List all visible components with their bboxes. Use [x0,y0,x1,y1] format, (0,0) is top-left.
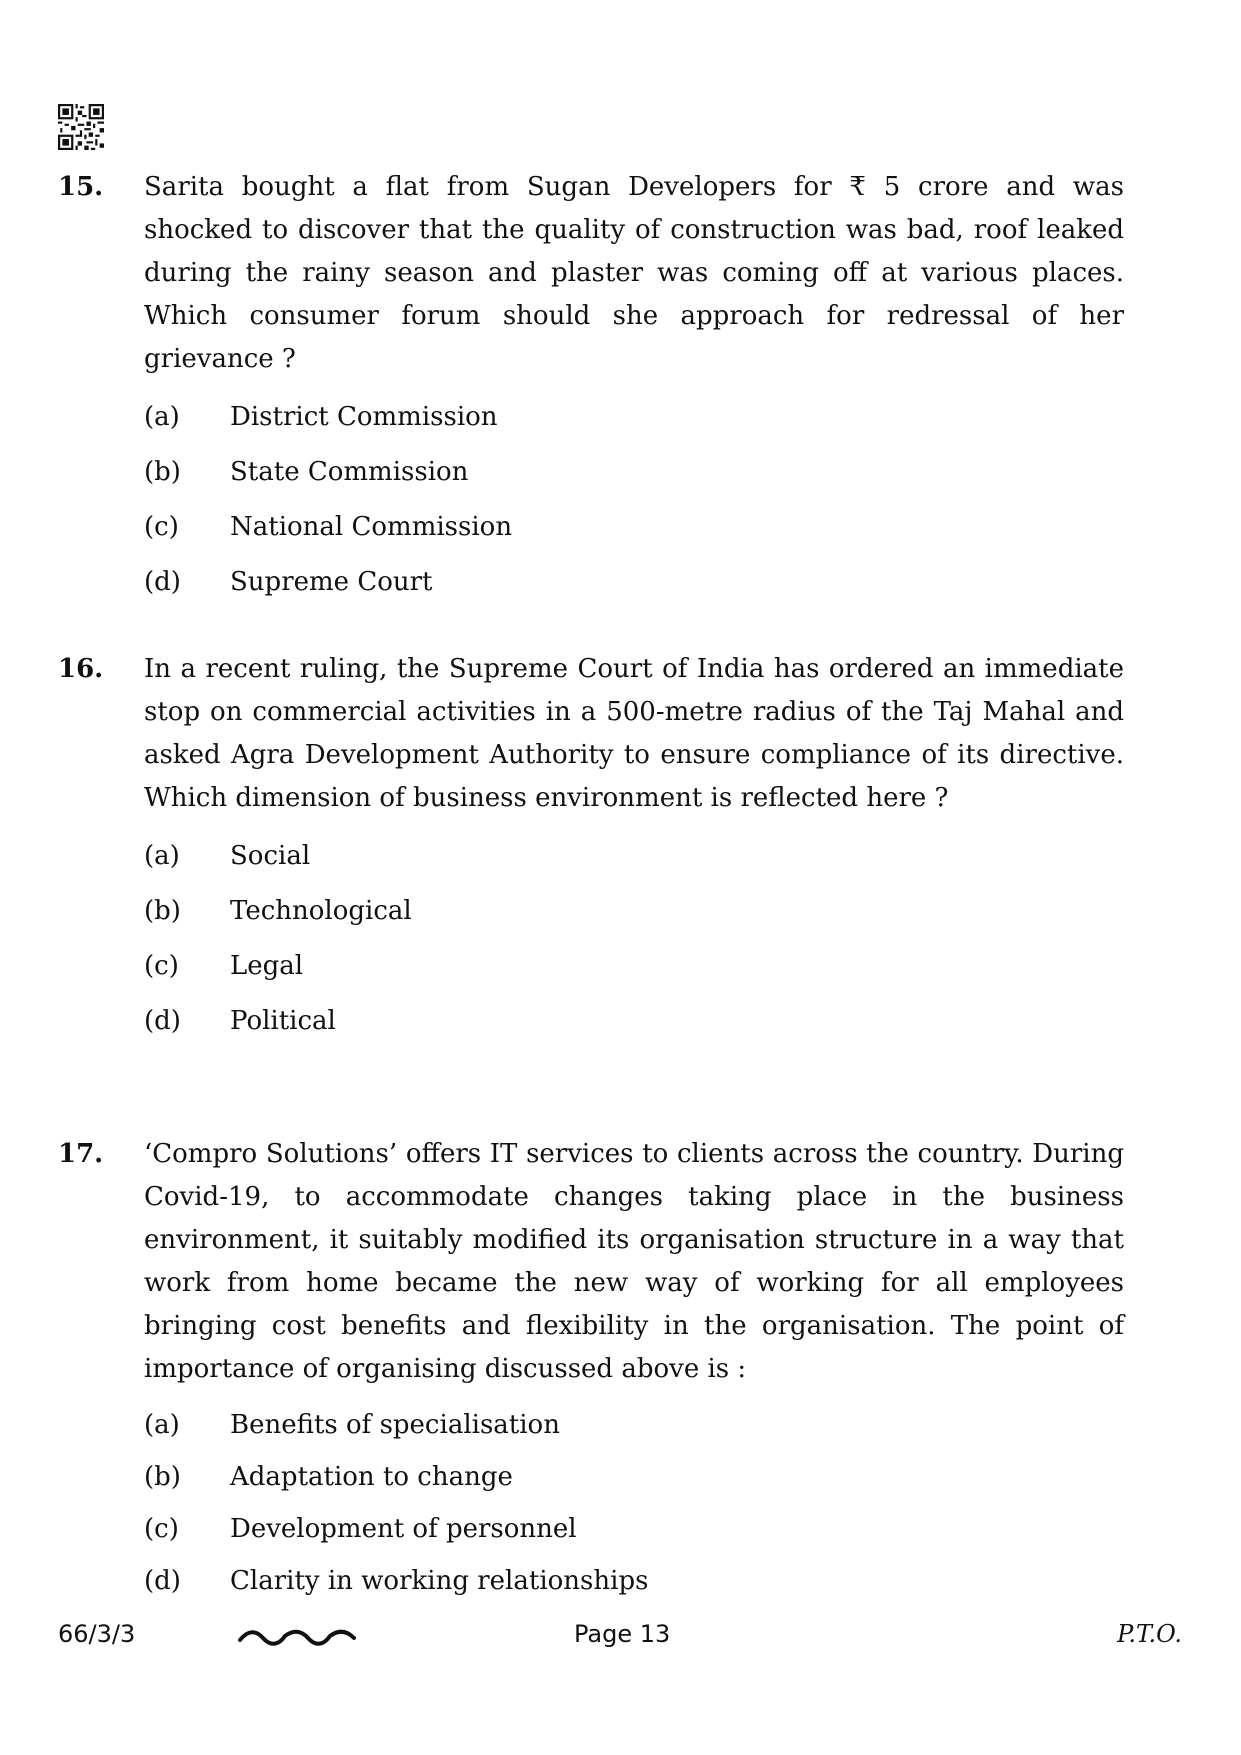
question-text: ‘Compro Solutions’ offers IT services to clients across the country. During Covid-19, to accommodate changes taking place in the business environment, it suitably modified its organisation structure in a way that work from home became the new way of working for all employees bringing cost benefits and flexibility in the organisation. The point of importance of organising discussed above is : [144,1139,1124,1384]
option-text: Development of personnel [230,1514,577,1544]
option-b [144,883,1124,938]
option-label: (b) [144,456,181,487]
option-d [144,554,1124,609]
option-text: State Commission [230,456,469,487]
option-label: (c) [144,511,179,542]
question-text: Sarita bought a flat from Sugan Developers for ₹ 5 crore and was shocked to discover that the quality of construction was bad, roof leaked during the rainy season and plaster was coming off at various places. Which consumer forum should she approach for redressal of her grievance ? [144,172,1124,374]
question-number: 15. [58,172,104,202]
question-number: 17. [58,1139,104,1169]
qr-code-icon [58,104,104,150]
page-footer [58,1620,1182,1660]
page-number: Page 13 [574,1620,671,1648]
option-text: Social [230,840,311,871]
option-text: Benefits of specialisation [230,1410,560,1440]
question-17 [58,1133,1124,1607]
option-b [144,1451,1124,1503]
question-text: In a recent ruling, the Supreme Court of India has ordered an immediate stop on commercial activities in a 500-metre radius of the Taj Mahal and asked Agra Development Authority to ensure compliance of its directive. Which dimension of business environment is reflected here ? [144,654,1124,813]
option-text: Supreme Court [230,566,433,597]
option-text: Clarity in working relationships [230,1566,649,1596]
paper-code: 66/3/3 [58,1620,136,1648]
question-16 [58,648,1124,1048]
option-label: (c) [144,1514,179,1544]
option-c [144,1503,1124,1555]
option-c [144,938,1124,993]
answer-options [144,389,1124,609]
option-a [144,1399,1124,1451]
pto-label: P.T.O. [1117,1620,1182,1648]
question-15 [58,166,1124,609]
answer-options [144,1399,1124,1607]
option-text: Legal [230,950,304,981]
option-text: Political [230,1005,336,1036]
option-text: District Commission [230,401,498,432]
option-label: (d) [144,566,181,597]
option-label: (a) [144,840,180,871]
option-text: National Commission [230,511,513,542]
option-label: (b) [144,1462,181,1492]
option-a [144,389,1124,444]
option-label: (d) [144,1005,181,1036]
option-label: (a) [144,401,180,432]
option-text: Technological [230,895,412,926]
option-c [144,499,1124,554]
squiggle-ornament-icon [238,1628,356,1648]
option-label: (d) [144,1566,181,1596]
option-label: (c) [144,950,179,981]
option-label: (a) [144,1410,180,1440]
answer-options [144,828,1124,1048]
option-text: Adaptation to change [230,1462,513,1492]
option-label: (b) [144,895,181,926]
option-a [144,828,1124,883]
option-d [144,993,1124,1048]
option-b [144,444,1124,499]
question-number: 16. [58,654,104,684]
option-d [144,1555,1124,1607]
